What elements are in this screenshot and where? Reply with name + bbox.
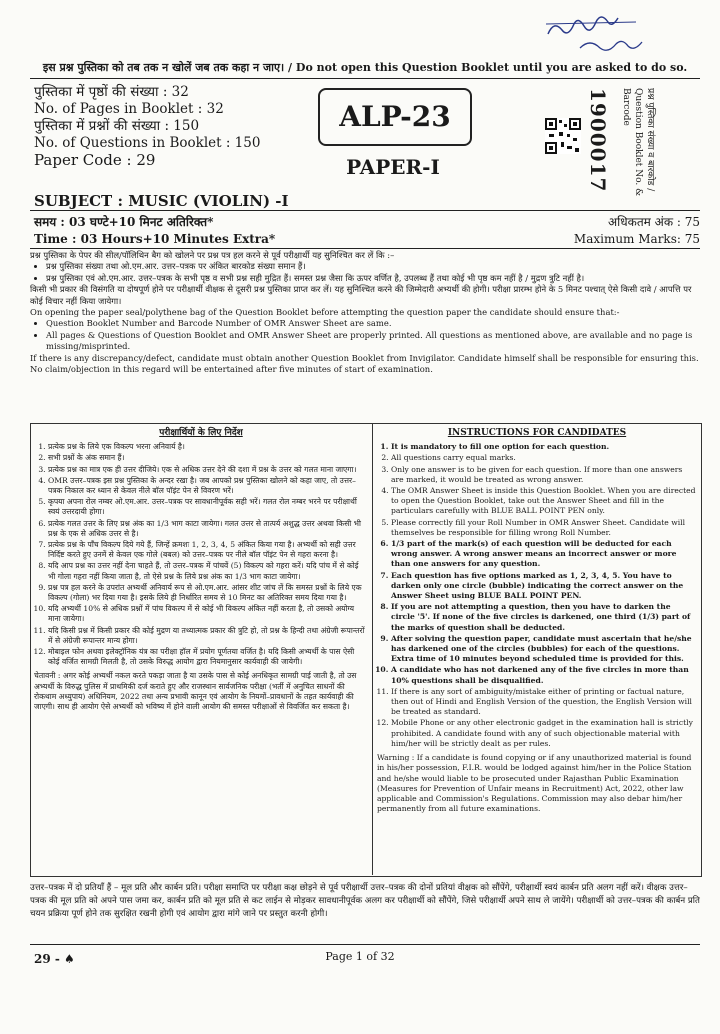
handwritten-signature (540, 14, 680, 54)
questions-hindi: पुस्तिका में प्रश्नों की संख्या : 150 (34, 118, 200, 134)
divider (30, 78, 700, 79)
english-instruction-item: 8. If you are not attempting a question, then you have to darken the circle '5'. If none of the five circles is darkened, one third (1/3) part of the marks of question shall be deducted. (391, 602, 697, 633)
opening-instructions (30, 250, 700, 375)
booklet-info (34, 84, 260, 169)
subject: SUBJECT : MUSIC (VIOLIN) -I (34, 192, 289, 210)
hindi-instructions (34, 428, 368, 712)
english-instructions-heading: INSTRUCTIONS FOR CANDIDATES (447, 428, 627, 438)
instruction-bullet: • All pages & Questions of Question Booklet and OMR Answer Sheet are properly printed. All questions as mentioned above, are available and no page is missing/misprinted. (46, 330, 700, 353)
column-divider (372, 423, 373, 875)
english-instruction-item: 11. If there is any sort of ambiguity/mistake either of printing or factual nature, then out of Hindi and English Version of the question, the English Version will be treated as standard. (391, 687, 697, 718)
time-hindi: समय : 03 घण्टे+10 मिनट अतिरिक्त* (34, 215, 214, 229)
time-allowed (34, 214, 275, 248)
time-english: Time : 03 Hours+10 Minutes Extra* (34, 232, 276, 246)
hindi-instruction-item: 5. कृपया अपना रोल नम्बर ओ.एम.आर. उत्तर–पत्रक पर सावधानीपूर्वक सही भरें। गलत रोल नम्बर भरने पर परीक्षार्थी स्वयं उत्तरदायी होगा। (48, 497, 368, 517)
barcode-label (620, 88, 656, 218)
english-instruction-item: 7. Each question has five options marked as 1, 2, 3, 4, 5. You have to darken only one circle (bubble) indicating the correct answer on the Answer Sheet using BLUE BALL POINT PEN. (391, 571, 697, 602)
divider (30, 248, 700, 249)
hindi-instruction-item: 11. यदि किसी प्रश्न में किसी प्रकार की कोई मुद्रण या तथ्यात्मक प्रकार की त्रुटि हो, तो प्रश्न के हिन्दी तथा अंग्रेजी रूपान्तरों में से अंग्रेजी रूपान्तर मान्य होगा। (48, 626, 368, 646)
questions-english: No. of Questions in Booklet : 150 (34, 135, 261, 151)
hindi-instruction-item: 12. मोबाइल फोन अथवा इलेक्ट्रॉनिक यंत्र का परीक्षा हॉल में प्रयोग पूर्णतया वर्जित है। यदि किसी अभ्यर्थी के पास ऐसी कोई वर्जित सामग्री मिलती है, तो उसके विरुद्ध आयोग द्वारा नियमानुसार कार्यवाही की जायेगी। (48, 647, 368, 667)
hindi-instruction-item: 1. प्रत्येक प्रश्न के लिये एक विकल्प भरना अनिवार्य है। (48, 442, 368, 452)
instruction-bullet: • प्रश्न पुस्तिका एवं ओ.एम.आर. उत्तर–पत्रक के सभी पृष्ठ व सभी प्रश्न सही मुद्रित हैं। समस्त प्रश्न जैसा कि ऊपर वर्णित है, उपलब्ध हैं तथा कोई भी पृष्ठ कम नहीं है / मुद्रण त्रुटि नहीं है। (46, 273, 700, 284)
english-instruction-item: 2. All questions carry equal marks. (391, 453, 697, 463)
hindi-instruction-item: 8. यदि आप प्रश्न का उत्तर नहीं देना चाहते हैं, तो उत्तर–पत्रक में पांचवें (5) विकल्प को गहरा करें। यदि पांच में से कोई भी गोला गहरा नहीं किया जाता है, तो ऐसे प्रश्न के लिये प्रश्न अंक का 1/3 भाग काटा जायेगा। (48, 561, 368, 581)
pages-hindi: पुस्तिका में पृष्ठों की संख्या : 32 (34, 84, 189, 100)
paper-title: PAPER-I (346, 155, 440, 179)
hindi-instruction-item: 10. यदि अभ्यर्थी 10% से अधिक प्रश्नों में पांच विकल्प में से कोई भी विकल्प अंकित नहीं करता है, तो उसको अयोग्य माना जायेगा। (48, 604, 368, 624)
instruction-para: किसी भी प्रकार की विसंगति या दोषपूर्ण होने पर परीक्षार्थी वीक्षक से दूसरी प्रश्न पुस्तिका प्राप्त कर लें। यह सुनिश्चित करने की जिम्मेदारी अभ्यर्थी की होगी। परीक्षा प्रारम्भ होने के 5 मिनट पश्चात् ऐसे किसी दावे / आपत्ति पर कोई विचार नहीं किया जायेगा। (30, 284, 692, 306)
hindi-instructions-heading: परीक्षार्थियों के लिए निर्देश (159, 428, 243, 438)
marks-english: Maximum Marks: 75 (573, 232, 700, 246)
hindi-instruction-item: 9. प्रश्न पत्र हल करने के उपरांत अभ्यर्थी अनिवार्य रूप से ओ.एम.आर. आंसर शीट जांच लें कि समस्त प्रश्नों के लिये एक विकल्प (गोला) भर दिया गया है। इसके लिये ही निर्धारित समय से 10 मिनट का अतिरिक्त समय दिया गया है। (48, 583, 368, 603)
english-instruction-item: 4. The OMR Answer Sheet is inside this Question Booklet. When you are directed to open the Question Booklet, take out the Answer Sheet and fill in the particulars carefully with BLUE BALL POINT PEN only. (391, 486, 697, 517)
footer-code: 29 - ♠ (34, 952, 75, 966)
instruction-para: If there is any discrepancy/defect, candidate must obtain another Question Booklet from Invigilator. Candidate himself shall be responsible for ensuring this. No claim/objection in this regard will be entertained after five minutes of start of examination. (30, 352, 699, 375)
instruction-bullet: • Question Booklet Number and Barcode Number of OMR Answer Sheet are same. (46, 318, 700, 329)
english-warning: Warning : If a candidate is found copying or if any unauthorized material is found in his/her possession, F.I.R. would be lodged against him/her in the Police Station and he/she would liable to be prosecuted under Rajasthan Public Examination (Measures for Prevention of Unfair means in Recruitment) Act, 2022, other law applicable and Commission's Regulations. Commission may also debar him/her permanently from all future examinations. (377, 753, 692, 814)
barcode-label-english: Question Booklet No. & Barcode (621, 88, 643, 197)
do-not-open-notice: इस प्रश्न पुस्तिका को तब तक न खोलें जब तक कहा न जाए। / Do not open this Question Booklet until you are asked to do so. (42, 61, 688, 74)
hindi-instruction-item: 6. प्रत्येक गलत उत्तर के लिए प्रश्न अंक का 1/3 भाग काटा जायेगा। गलत उत्तर से तात्पर्य अशुद्ध उत्तर अथवा किसी भी प्रश्न के एक से अधिक उत्तर से है। (48, 519, 368, 539)
carbon-copy-note: उत्तर–पत्रक में दो प्रतियाँ हैं – मूल प्रति और कार्बन प्रति। परीक्षा समाप्ति पर परीक्षा कक्ष छोड़ने से पूर्व परीक्षार्थी उत्तर–पत्रक की दोनों प्रतियां वीक्षक को सौंपेंगे, परीक्षार्थी स्वयं कार्बन प्रति अलग नहीं करें। वीक्षक उत्तर–पत्रक की मूल प्रति को अपने पास जमा कर, कार्बन प्रति को मूल प्रति से कट लाईन से मोड़कर सावधानीपूर्वक अलग कर परीक्षार्थी को सौंपेंगे, जिसे परीक्षार्थी अपने साथ ले जायेंगे। परीक्षार्थी को उत्तर–पत्रक की कार्बन प्रति चयन प्रक्रिया पूर्ण होने तक सुरक्षित रखनी होगी एवं आयोग द्वारा मांगे जाने पर प्रस्तुत करनी होगी। (30, 883, 700, 919)
maximum-marks (540, 214, 700, 248)
hindi-instruction-item: 4. OMR उत्तर–पत्रक इस प्रश्न पुस्तिका के अन्दर रखा है। जब आपको प्रश्न पुस्तिका खोलने को कहा जाए, तो उत्तर–पत्रक निकाल कर ध्यान से केवल नीले बॉल पॉइंट पेन से विवरण भरें। (48, 476, 368, 496)
hindi-warning: चेतावनी : अगर कोई अभ्यर्थी नकल करते पकड़ा जाता है या उसके पास से कोई अनधिकृत सामग्री पाई जाती है, तो उस अभ्यर्थी के विरुद्ध पुलिस में प्राथमिकी दर्ज कराते हुए और राजस्थान सार्वजनिक परीक्षा (भर्ती में अनुचित साधनों की रोकथाम अध्युपाय) अधिनियम, 2022 तथा अन्य प्रभावी कानून एवं आयोग के नियमों–प्रावधानों के तहत कार्यवाही की जाएगी। साथ ही आयोग ऐसे अभ्यर्थी को भविष्य में होने वाली आयोग की समस्त परीक्षाओं से विवर्जित कर सकता है। (34, 671, 357, 712)
pages-english: No. of Pages in Booklet : 32 (34, 101, 224, 117)
footer-divider (30, 944, 700, 945)
english-instruction-item: 5. Please correctly fill your Roll Number in OMR Answer Sheet. Candidate will themselves be responsible for filling wrong Roll Number. (391, 518, 697, 538)
qr-code-icon (545, 118, 581, 154)
hindi-instruction-item: 3. प्रत्येक प्रश्न का मात्र एक ही उत्तर दीजिये। एक से अधिक उत्तर देने की दशा में प्रश्न के उत्तर को गलत माना जाएगा। (48, 465, 368, 475)
exam-code: ALP-23 (318, 88, 472, 146)
instruction-para: प्रश्न पुस्तिका के पेपर की सील/पॉलिथिन बैग को खोलने पर प्रश्न पत्र हल करने से पूर्व परीक्षार्थी यह सुनिश्चित कर लें कि :– (30, 250, 395, 260)
english-instruction-item: 10. A candidate who has not darkened any of the five circles in more than 10% questions shall be disqualified. (391, 665, 697, 685)
english-instruction-item: 1. It is mandatory to fill one option for each question. (391, 442, 697, 452)
english-instruction-item: 3. Only one answer is to be given for each question. If more than one answers are marked, it would be treated as wrong answer. (391, 465, 697, 485)
english-instruction-item: 9. After solving the question paper, candidate must ascertain that he/she has darkened one of the circles (bubbles) for each of the questions. Extra time of 10 minutes beyond scheduled time is provided for this. (391, 634, 697, 665)
hindi-instruction-item: 7. प्रत्येक प्रश्न के पाँच विकल्प दिये गये हैं, जिन्हें क्रमशः 1, 2, 3, 4, 5 अंकित किया गया है। अभ्यर्थी को सही उत्तर निर्दिष्ट करते हुए उनमें से केवल एक गोले (बबल) को उत्तर–पत्रक पर नीले बॉल पॉइंट पेन से गहरा करना है। (48, 540, 368, 560)
barcode-label-hindi: प्रश्न पुस्तिका संख्या व बारकोड / (645, 88, 655, 192)
instruction-para: On opening the paper seal/polythene bag of the Question Booklet before attempting the question paper the candidate should ensure that:- (30, 307, 620, 318)
english-instruction-item: 12. Mobile Phone or any other electronic gadget in the examination hall is strictly prohibited. A candidate found with any of such objectionable material with him/her will be strictly dealt as per rules. (391, 718, 697, 749)
marks-hindi: अधिकतम अंक : 75 (607, 215, 700, 229)
booklet-serial-number: 1900017 (586, 88, 610, 193)
english-instruction-item: 6. 1/3 part of the mark(s) of each question will be deducted for each wrong answer. A wrong answer means an incorrect answer or more than one answers for any question. (391, 539, 697, 570)
divider (30, 210, 700, 211)
instruction-bullet: • प्रश्न पुस्तिका संख्या तथा ओ.एम.आर. उत्तर–पत्रक पर अंकित बारकोड संख्या समान हैं। (46, 261, 700, 272)
page-number: Page 1 of 32 (325, 950, 395, 963)
paper-code: Paper Code : 29 (34, 151, 156, 169)
hindi-instruction-item: 2. सभी प्रश्नों के अंक समान हैं। (48, 453, 368, 463)
english-instructions (377, 428, 697, 814)
